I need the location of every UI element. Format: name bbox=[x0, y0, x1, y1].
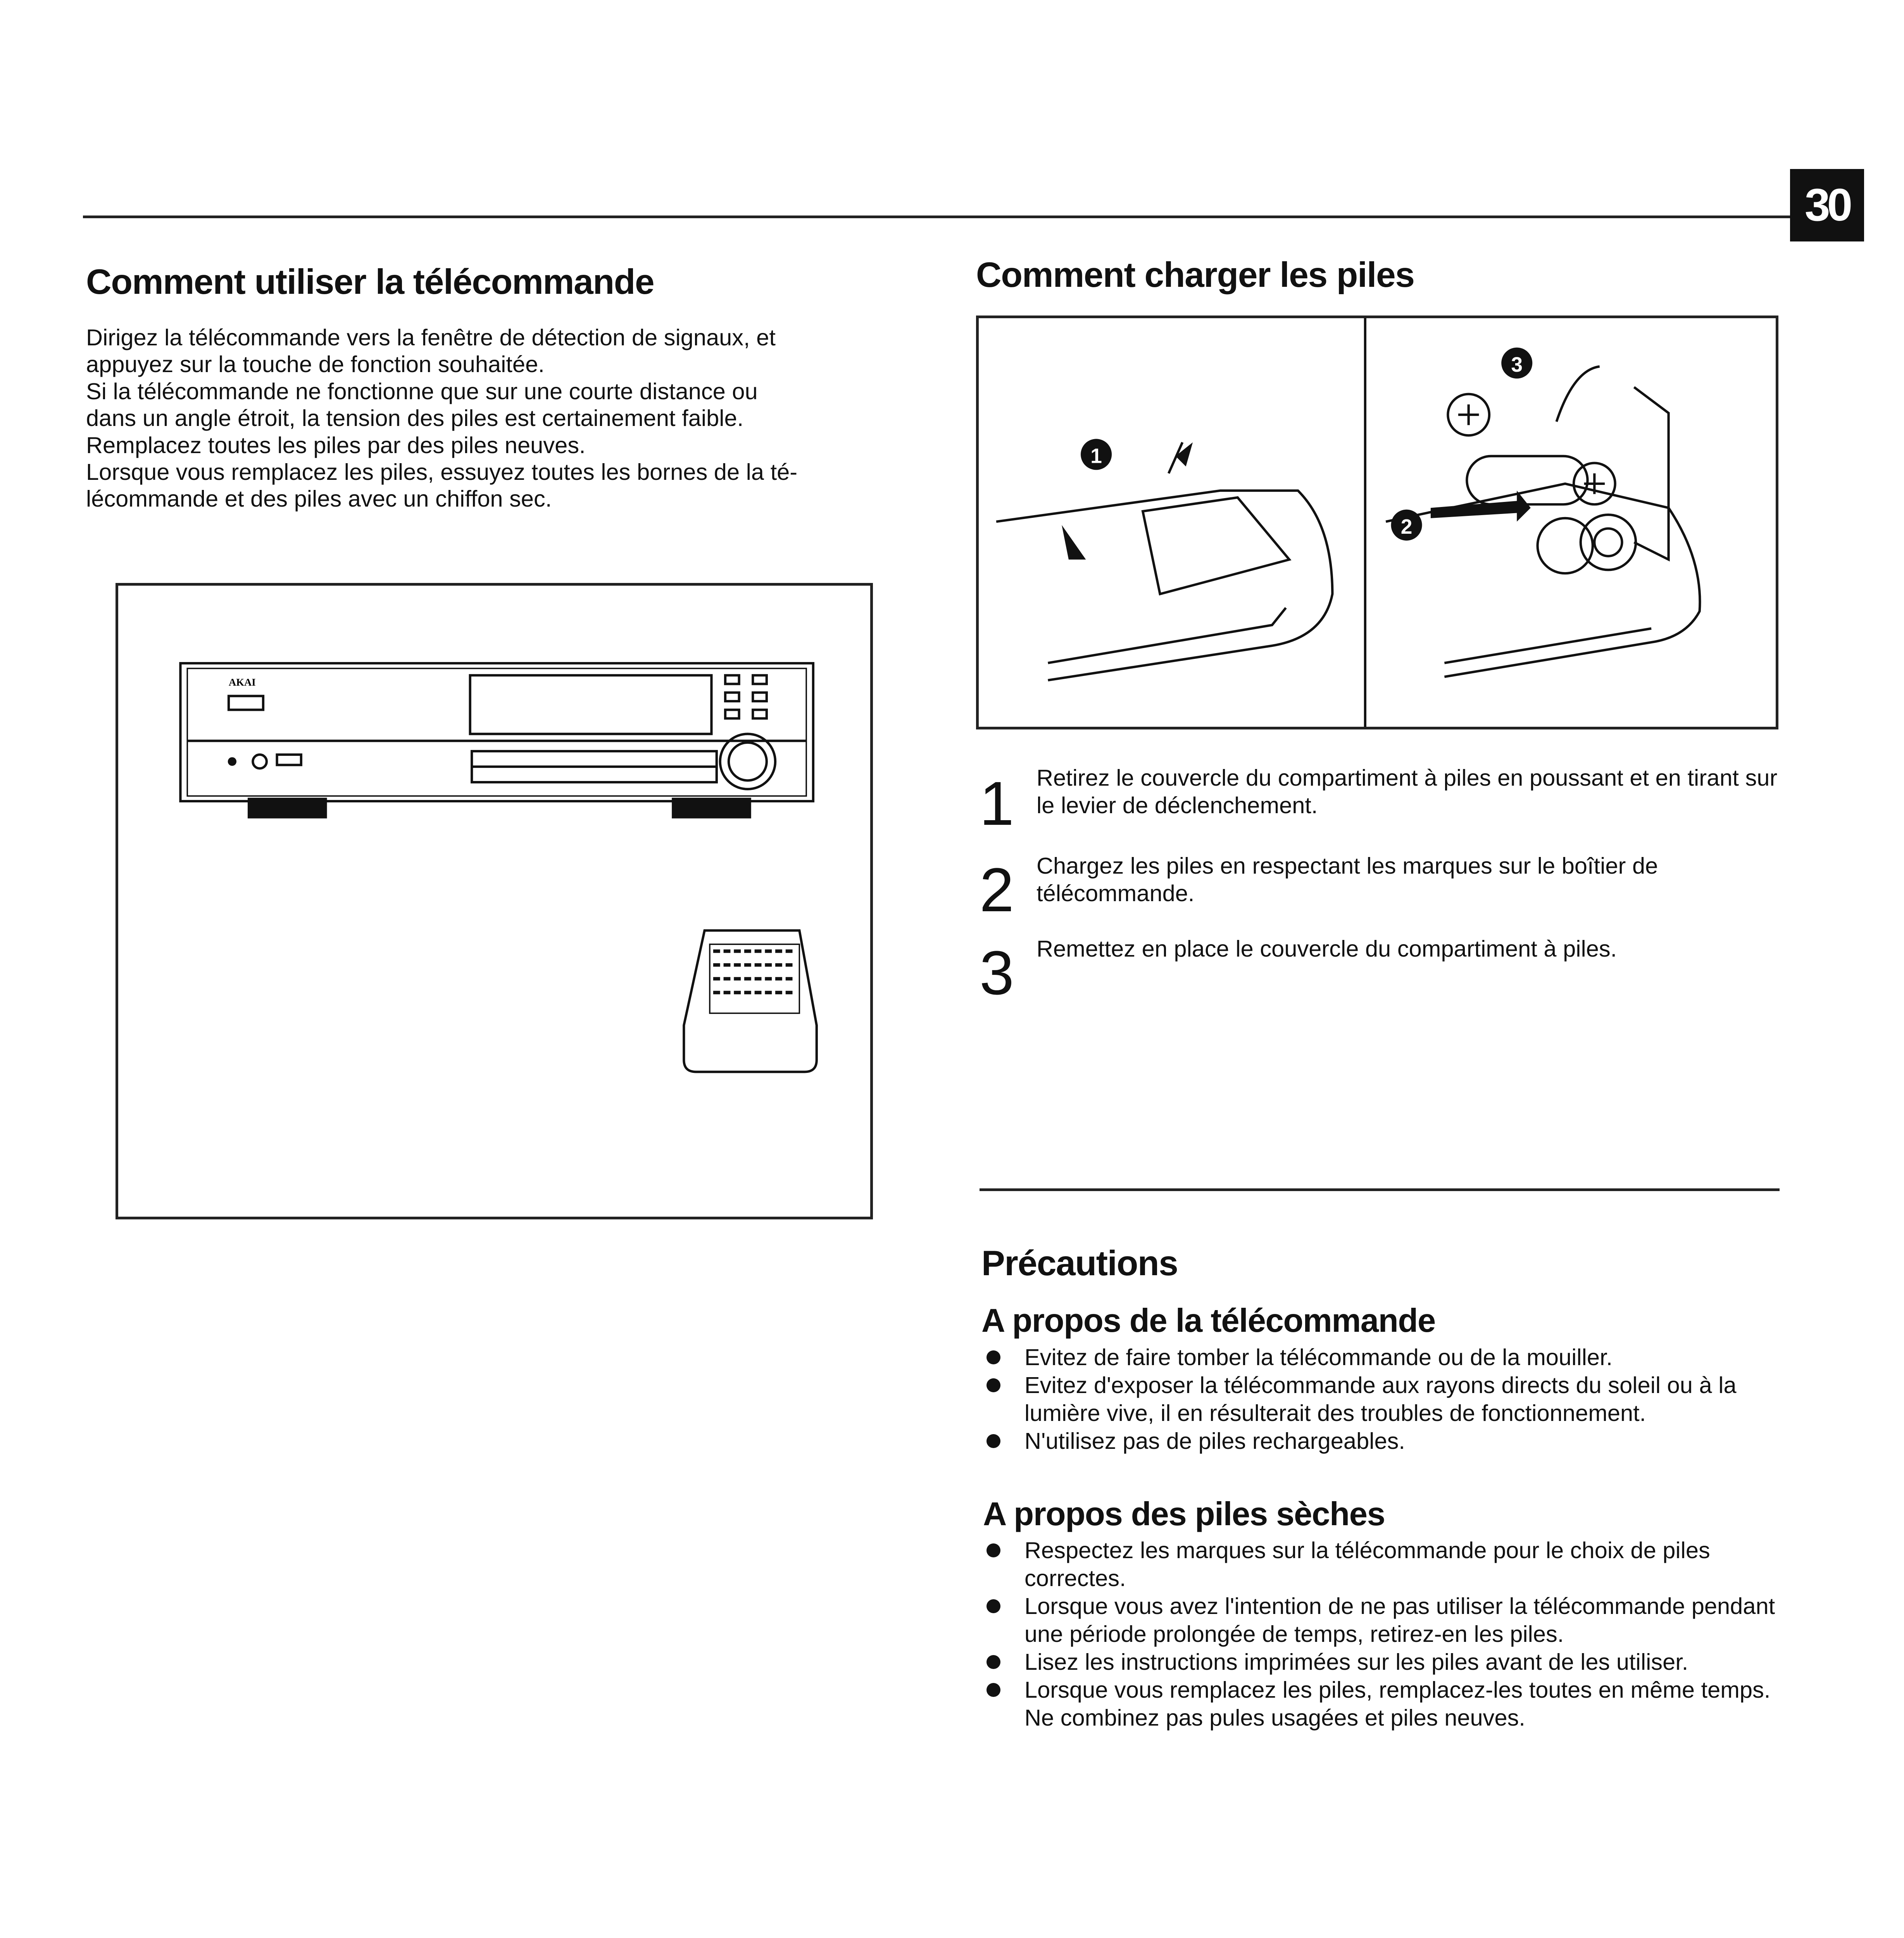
item-text: Lorsque vous remplacez les piles, remplacez-les toutes en même temps. Ne combinez pas pules usagées et piles neuves. bbox=[1024, 1677, 1771, 1731]
svg-text:1: 1 bbox=[1090, 445, 1102, 468]
list-item bbox=[983, 1676, 1794, 1732]
paragraph-line: Si la télécommande ne fonctionne que sur une courte distance ou bbox=[86, 378, 758, 404]
remote-precautions-list bbox=[983, 1343, 1794, 1455]
item-text: Evitez d'exposer la télécommande aux rayons directs du soleil ou à la lumière vive, il en résulterait des troubles de fonctionnement. bbox=[1024, 1372, 1737, 1426]
right-section-title: Comment charger les piles bbox=[976, 255, 1414, 295]
paragraph-line: lécommande et des piles avec un chiffon sec. bbox=[86, 486, 552, 512]
step-text: Remettez en place le couvercle du compartiment à piles. bbox=[1037, 936, 1617, 962]
remote-control-illustration bbox=[684, 931, 817, 1072]
paragraph-line: appuyez sur la touche de fonction souhaitée. bbox=[86, 351, 545, 378]
step-number: 2 bbox=[980, 855, 1014, 924]
section-rule bbox=[980, 1188, 1780, 1191]
usage-paragraph bbox=[86, 324, 897, 512]
bullet-icon bbox=[986, 1599, 1000, 1613]
brand-logo: AKAI bbox=[228, 676, 256, 688]
bullet-icon bbox=[986, 1434, 1000, 1448]
cd-player-illustration bbox=[118, 586, 870, 1217]
svg-text:3: 3 bbox=[1511, 353, 1523, 376]
precautions-title: Précautions bbox=[981, 1244, 1178, 1283]
remote-usage-figure bbox=[116, 583, 873, 1219]
paragraph-line: Remplacez toutes les piles par des piles neuves. bbox=[86, 432, 586, 458]
list-item bbox=[983, 1427, 1794, 1455]
paragraph-line: Dirigez la télécommande vers la fenêtre de détection de signaux, et bbox=[86, 324, 776, 350]
step-number: 1 bbox=[980, 769, 1014, 838]
step-text: Retirez le couvercle du compartiment à piles en poussant et en tirant sur le levier de déclenchement. bbox=[1037, 765, 1778, 818]
step-marker-3 bbox=[1501, 348, 1532, 379]
page-number: 30 bbox=[1790, 169, 1864, 241]
svg-text:2: 2 bbox=[1400, 515, 1412, 538]
step-text: Chargez les piles en respectant les marques sur le boîtier de télécommande. bbox=[1037, 853, 1658, 906]
item-text: Respectez les marques sur la télécommande pour le choix de piles correctes. bbox=[1024, 1537, 1710, 1591]
step-marker-2 bbox=[1391, 510, 1422, 541]
list-item bbox=[983, 1592, 1794, 1648]
step-marker-1 bbox=[1081, 439, 1112, 470]
item-text: Lorsque vous avez l'intention de ne pas utiliser la télécommande pendant une période prolongée de temps, retirez-en les piles. bbox=[1024, 1593, 1775, 1647]
header-rule bbox=[83, 216, 1794, 218]
bullet-icon bbox=[986, 1350, 1000, 1364]
remote-precautions-title: A propos de la télécommande bbox=[981, 1302, 1435, 1339]
paragraph-line: dans un angle étroit, la tension des piles est certainement faible. bbox=[86, 405, 744, 431]
battery-illustration bbox=[979, 318, 1776, 727]
list-item bbox=[983, 1343, 1794, 1371]
paragraph-line: Lorsque vous remplacez les piles, essuyez toutes les bornes de la té- bbox=[86, 459, 798, 485]
battery-loading-figure bbox=[976, 316, 1778, 729]
bullet-icon bbox=[986, 1543, 1000, 1557]
step-number: 3 bbox=[980, 938, 1014, 1007]
bullet-icon bbox=[986, 1683, 1000, 1697]
list-item bbox=[983, 1648, 1794, 1676]
battery-precautions-list bbox=[983, 1536, 1794, 1732]
list-item bbox=[983, 1371, 1794, 1427]
item-text: Lisez les instructions imprimées sur les piles avant de les utiliser. bbox=[1024, 1649, 1688, 1675]
bullet-icon bbox=[986, 1378, 1000, 1392]
battery-precautions-title: A propos des piles sèches bbox=[983, 1496, 1385, 1533]
item-text: Evitez de faire tomber la télécommande ou de la mouiller. bbox=[1024, 1344, 1613, 1370]
item-text: N'utilisez pas de piles rechargeables. bbox=[1024, 1428, 1405, 1454]
list-item bbox=[983, 1536, 1794, 1592]
left-section-title: Comment utiliser la télécommande bbox=[86, 262, 654, 302]
bullet-icon bbox=[986, 1655, 1000, 1669]
